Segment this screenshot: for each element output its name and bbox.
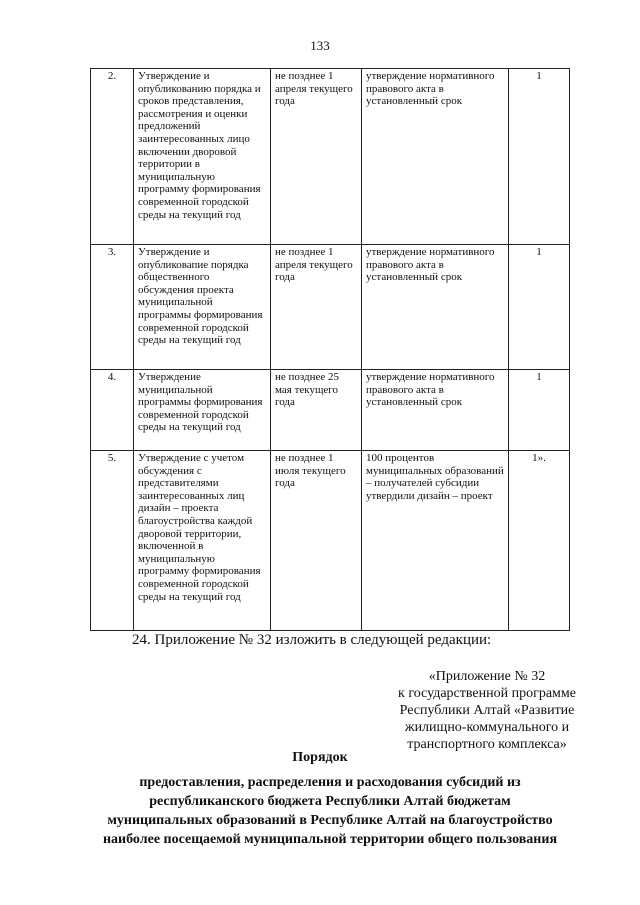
table-row	[91, 69, 570, 245]
action-cell: Утверждение муниципальной программы формирования современной городской среды на текущий год	[134, 370, 271, 451]
action-cell: Утверждение и опубликовапие порядка общественного обсуждения проекта муниципальной программы формирования современной городской среды на текущий год	[134, 245, 271, 370]
indicator-cell: утверждение нормативного правового акта в установленный срок	[362, 69, 509, 245]
table-row	[91, 451, 570, 631]
row-number: 5.	[91, 451, 134, 631]
amendment-instruction: 24. Приложение № 32 изложить в следующей редакции:	[132, 632, 492, 648]
deadline-cell: не позднее 1 июля текущего года	[271, 451, 362, 631]
value-cell: 1».	[509, 451, 570, 631]
row-number: 2.	[91, 69, 134, 245]
table-row	[91, 370, 570, 451]
schedule-table	[90, 68, 570, 631]
document-subtitle	[40, 773, 620, 849]
row-number: 3.	[91, 245, 134, 370]
appendix-line: жилищно-коммунального и	[404, 720, 570, 735]
appendix-line: Республики Алтай «Развитие	[399, 703, 575, 718]
deadline-cell: не позднее 1 апреля текущего года	[271, 69, 362, 245]
subtitle-line: республиканского бюджета Республики Алтай бюджетам	[149, 794, 511, 809]
action-cell: Утверждение и опубликованию порядка и сроков представления, рассмотрения и оценки предложений заинтересованных лицо включении дворовой территории в муниципальную программу формирования современной городской среды на текущий год	[134, 69, 271, 245]
document-title: Порядок	[292, 750, 348, 765]
appendix-line: «Приложение № 32	[428, 669, 546, 684]
table-row	[91, 245, 570, 370]
subtitle-line: наиболее посещаемой муниципальной территории общего пользования	[102, 832, 558, 847]
indicator-cell: утверждение нормативного правового акта в установленный срок	[362, 245, 509, 370]
page-number: 133	[310, 38, 330, 53]
appendix-line: транспортного комплекса»	[407, 737, 567, 752]
appendix-reference	[376, 668, 598, 753]
value-cell: 1	[509, 370, 570, 451]
appendix-line: к государственной программе	[398, 686, 576, 701]
action-cell: Утверждение с учетом обсуждения с представителями заинтересованных лиц дизайн – проекта благоустройства каждой дворовой территории, включенной в муниципальную программу формирования современной городской среды на текущий год	[134, 451, 271, 631]
subtitle-line: предоставления, распределения и расходования субсидий из	[139, 775, 521, 790]
value-cell: 1	[509, 245, 570, 370]
deadline-cell: не позднее 25 мая текущего года	[271, 370, 362, 451]
indicator-cell: 100 процентов муниципальных образований – получателей субсидии утвердили дизайн – проект	[362, 451, 509, 631]
value-cell: 1	[509, 69, 570, 245]
subtitle-line: муниципальных образований в Республике Алтай на благоустройство	[107, 813, 553, 828]
row-number: 4.	[91, 370, 134, 451]
deadline-cell: не позднее 1 апреля текущего года	[271, 245, 362, 370]
indicator-cell: утверждение нормативного правового акта в установленный срок	[362, 370, 509, 451]
